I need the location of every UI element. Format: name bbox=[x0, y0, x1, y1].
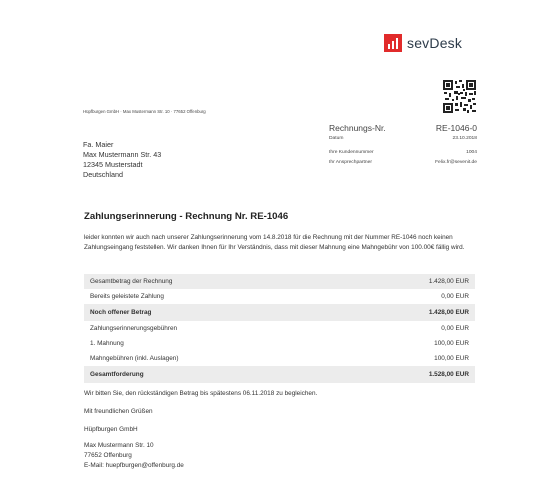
row-value: 100,00 EUR bbox=[434, 340, 469, 347]
row-label: Bereits geleistete Zahlung bbox=[90, 293, 164, 300]
meta-value: 23.10.2018 bbox=[452, 136, 477, 141]
footer-line: Max Mustermann Str. 10 bbox=[84, 442, 154, 449]
row-label: Gesamtforderung bbox=[90, 371, 144, 378]
table-row bbox=[84, 336, 475, 351]
recipient-line: Fa. Maier bbox=[83, 140, 114, 149]
recipient-line: Deutschland bbox=[83, 170, 123, 179]
row-value: 1.428,00 EUR bbox=[428, 278, 469, 285]
row-value: 0,00 EUR bbox=[441, 325, 469, 332]
footer-address bbox=[84, 441, 184, 471]
meta-label: Datum bbox=[329, 136, 344, 141]
footer-email: E-Mail: huepfburgen@offenburg.de bbox=[84, 462, 184, 469]
meta-value: 1004 bbox=[466, 150, 477, 155]
row-label: 1. Mahnung bbox=[90, 340, 124, 347]
row-value: 1.528,00 EUR bbox=[428, 371, 469, 378]
row-label: Mahngebühren (inkl. Auslagen) bbox=[90, 355, 179, 362]
sender-address-line: Hüpfburgen GmbH · Max Mustermann Str. 10 · 77652 Offenburg bbox=[83, 109, 206, 114]
qr-code-icon bbox=[443, 80, 476, 113]
meta-label: Ihre Kundennummer bbox=[329, 150, 374, 155]
brand-name: sevDesk bbox=[407, 35, 463, 51]
row-label: Zahlungserinnerungsgebühren bbox=[90, 325, 178, 332]
meta-label: Ihr Ansprechpartner bbox=[329, 160, 372, 165]
bar-chart-icon bbox=[384, 34, 402, 52]
footer-line: 77652 Offenburg bbox=[84, 452, 132, 459]
invoice-number-value: RE-1046-0 bbox=[435, 123, 477, 133]
row-value: 100,00 EUR bbox=[434, 355, 469, 362]
recipient-address bbox=[83, 140, 161, 180]
table-row bbox=[84, 304, 475, 321]
document-title: Zahlungserinnerung - Rechnung Nr. RE-1046 bbox=[84, 211, 289, 222]
recipient-line: Max Mustermann Str. 43 bbox=[83, 150, 162, 159]
table-row bbox=[84, 274, 475, 289]
table-row bbox=[84, 351, 475, 366]
meta-row-customer-number bbox=[329, 148, 477, 158]
closing-greeting: Mit freundlichen Grüßen bbox=[84, 408, 153, 415]
invoice-number-label: Rechnungs-Nr. bbox=[329, 123, 386, 133]
sevdesk-logo bbox=[384, 34, 462, 52]
table-row bbox=[84, 289, 475, 304]
table-row bbox=[84, 321, 475, 336]
table-row bbox=[84, 366, 475, 383]
invoice-number-row bbox=[329, 123, 477, 133]
company-name: Hüpfburgen GmbH bbox=[84, 426, 138, 433]
row-value: 0,00 EUR bbox=[441, 293, 469, 300]
meta-value: Felix.fr@sevenit.de bbox=[435, 160, 477, 165]
recipient-line: 12345 Musterstadt bbox=[83, 160, 143, 169]
invoice-meta bbox=[329, 123, 477, 168]
meta-row-date bbox=[329, 134, 477, 144]
amount-table bbox=[84, 274, 475, 383]
intro-paragraph: leider konnten wir auch nach unserer Zahlungserinnerung vom 14.8.2018 für die Rechnung mit der Nummer RE-1046 noch keinen Zahlungseingang feststellen. Wir danken Ihnen für Ihr Verständnis, dass mit dieser Mahnung eine Mahngebühr von 100.00€ fällig wird. bbox=[84, 234, 465, 251]
payment-request: Wir bitten Sie, den rückständigen Betrag bis spätestens 06.11.2018 zu begleichen. bbox=[84, 390, 318, 397]
row-label: Noch offener Betrag bbox=[90, 309, 152, 316]
row-value: 1.428,00 EUR bbox=[428, 309, 469, 316]
row-label: Gesamtbetrag der Rechnung bbox=[90, 278, 173, 285]
meta-row-contact bbox=[329, 158, 477, 168]
